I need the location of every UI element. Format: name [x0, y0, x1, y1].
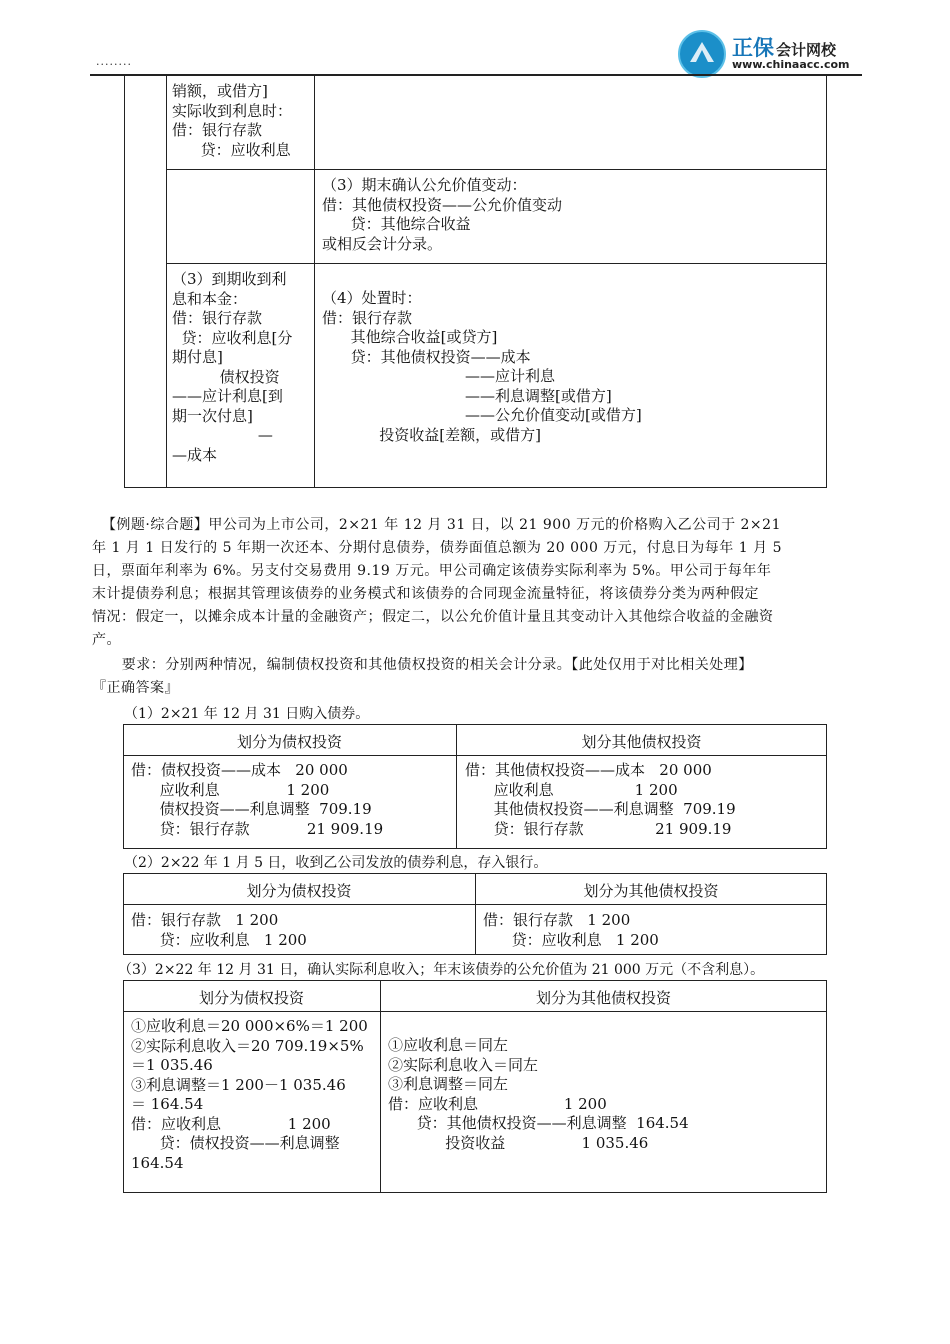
section1-col1-body: 借：债权投资——成本 20 000 应收利息 1 200 债权投资——利息调整 709.19 贷：银行存款 21 909.19 — [131, 761, 384, 838]
top-table-col-divider-2 — [314, 76, 315, 488]
section1-col1-header: 划分为债权投资 — [236, 733, 342, 751]
brand-sub: 会计网校 — [776, 41, 837, 59]
example-question: 【例题·综合题】甲公司为上市公司，2×21 年 12 月 31 日，以 21 900 万元的价格购入乙公司于 2×21 年 1 月 1 日发行的 5 年期一次还本、分期付息债券，债券面值总额为 20 000 万元，付息日为每年 1 月 5 日，票面年利率为 6%。另支付交易费用 9.19 万元。甲公司确定该债券实际利率为 5%。甲公司于每年年 末计提债券利息；根据其管理该债券的业务模式和该债券的合同现金流量特征，将该债券分类为两种假定 情况：假定一，以摊余成本计量的金融资产；假定二，以公允价值计量且其变动计入其他综合收益的金融资 产。 — [92, 517, 782, 648]
section1-title: （1）2×21 年 12 月 31 日购入债券。 — [124, 706, 370, 722]
top-table-border-right — [826, 76, 827, 488]
section3-col1-body: ①应收利息＝20 000×6%＝1 200 ②实际利息收入＝20 709.19×5% ＝1 035.46 ③利息调整＝1 200－1 035.46 ＝ 164.54 借：应收利息 1 200 贷：债权投资——利息调整 164.54 — [131, 1017, 368, 1172]
section3-col1-header: 划分为债权投资 — [198, 989, 304, 1007]
section2-title: （2）2×22 年 1 月 5 日，收到乙公司发放的债券利息，存入银行。 — [124, 855, 548, 871]
section3-col2-body: ①应收利息＝同左 ②实际利息收入＝同左 ③利息调整＝同左 借：应收利息 1 200 贷：其他债权投资——利息调整 164.54 投资收益 1 035.46 — [388, 1036, 689, 1152]
top-table-row2-right: （3）期末确认公允价值变动： 借：其他债权投资——公允价值变动 贷：其他综合收益 或相反会计分录。 — [322, 176, 563, 253]
top-table-row-divider-2 — [166, 263, 826, 264]
top-table-col-divider-1 — [166, 76, 167, 488]
top-table-row3-left: （3）到期收到利 息和本金： 借：银行存款 贷：应收利息[分 期付息] 债权投资 ——应计利息[到 期一次付息] — —成本 — [172, 270, 293, 464]
example-requirement: 要求：分别两种情况，编制债权投资和其他债权投资的相关会计分录。【此处仅用于对比相关处理】 — [92, 657, 753, 673]
top-table-row1-left: 销额，或借方] 实际收到利息时： 借：银行存款 贷：应收利息 — [172, 82, 293, 159]
section2-col2-body: 借：银行存款 1 200 贷：应收利息 1 200 — [483, 911, 659, 949]
top-table-border-bottom — [124, 487, 827, 488]
brand-zh: 正保 — [732, 36, 774, 60]
brand-url: www.chinaacc.com — [732, 58, 850, 71]
section3-title: （3）2×22 年 12 月 31 日，确认实际利息收入；年末该债券的公允价值为 21 000 万元（不含利息）。 — [118, 962, 765, 978]
section1-col2-header: 划分其他债权投资 — [581, 733, 702, 751]
section1-col2-body: 借：其他债权投资——成本 20 000 应收利息 1 200 其他债权投资——利息调整 709.19 贷：银行存款 21 909.19 — [465, 761, 736, 838]
header-left-text: ········ — [96, 58, 132, 71]
section3-col2-header: 划分为其他债权投资 — [535, 989, 671, 1007]
answer-label: 『正确答案』 — [92, 680, 179, 696]
top-table-row-divider-1 — [166, 169, 826, 170]
brand-logo[interactable] — [678, 30, 868, 76]
header-divider — [90, 74, 862, 76]
top-table-row3-right: （4）处置时： 借：银行存款 其他综合收益[或贷方] 贷：其他债权投资——成本 ——应计利息 ——利息调整[或借方] ——公允价值变动[或借方] 投资收益[差额，或借方] — [322, 289, 642, 444]
section3-header-divider — [123, 1011, 827, 1012]
section2-col1-header: 划分为债权投资 — [246, 882, 352, 900]
section2-header-divider — [123, 904, 827, 905]
section2-col2-header: 划分为其他债权投资 — [583, 882, 719, 900]
section1-header-divider — [123, 755, 827, 756]
top-table-border-left — [124, 76, 125, 488]
section2-col1-body: 借：银行存款 1 200 贷：应收利息 1 200 — [131, 911, 307, 949]
logo-icon — [678, 30, 726, 78]
